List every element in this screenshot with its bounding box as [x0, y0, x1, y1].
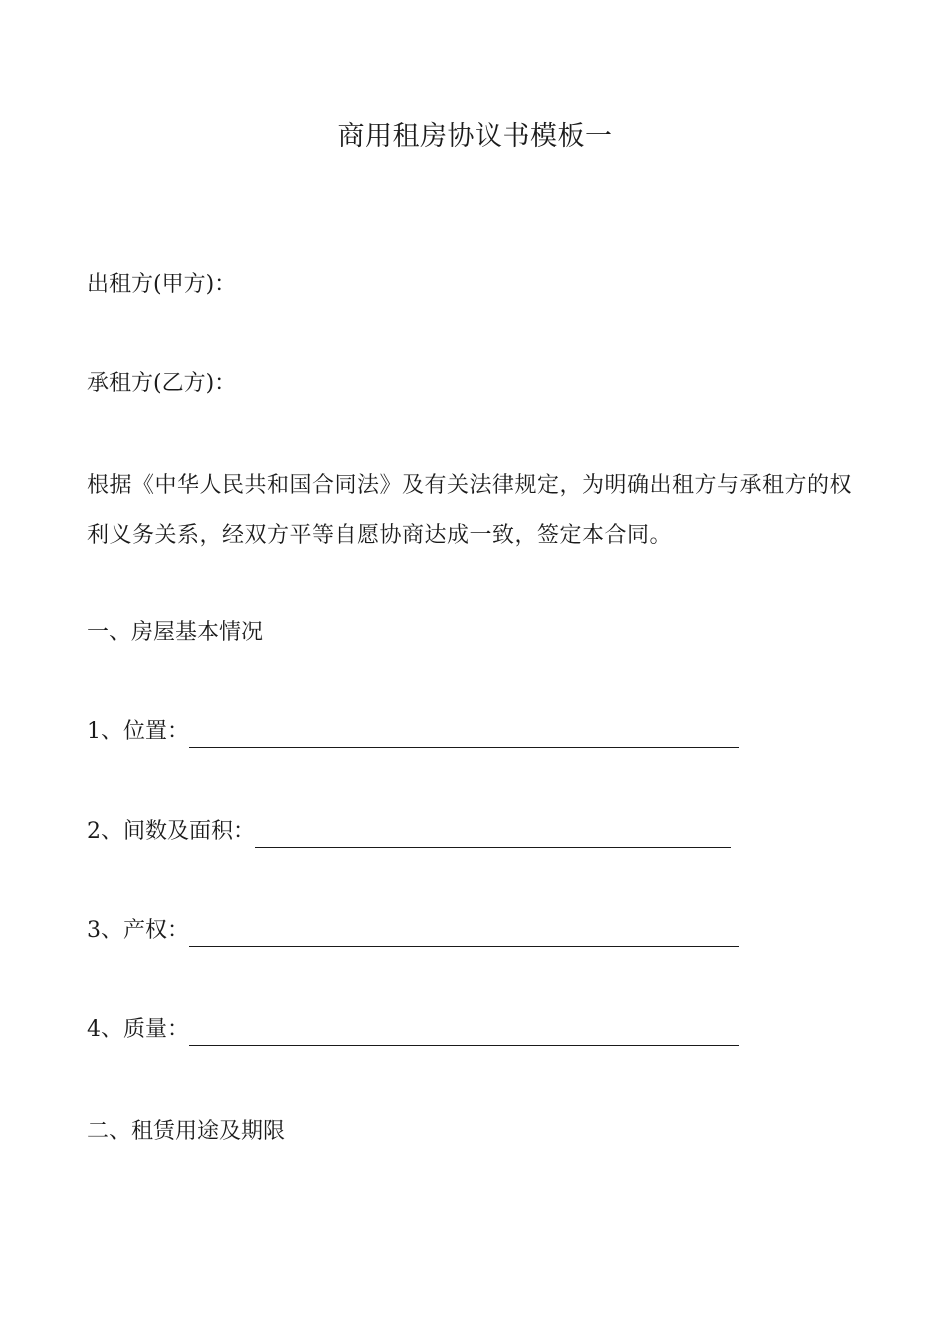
field-property-right-label: 3、产权： — [87, 918, 189, 943]
field-quality-blank-line — [189, 1023, 739, 1046]
field-rooms-area-label: 2、间数及面积： — [87, 819, 255, 844]
field-property-right-blank-line — [189, 924, 739, 947]
document-title: 商用租房协议书模板一 — [337, 121, 613, 152]
section-heading-house-info: 一、房屋基本情况 — [87, 620, 264, 645]
field-quality — [87, 1014, 739, 1046]
field-quality-label: 4、质量： — [87, 1017, 189, 1042]
section-heading-purpose-term: 二、租赁用途及期限 — [87, 1119, 286, 1144]
preamble-paragraph: 根据《中华人民共和国合同法》及有关法律规定，为明确出租方与承租方的权利义务关系，经双方平等自愿协商达成一致，签定本合同。 — [87, 473, 853, 548]
field-location-blank-line — [189, 725, 739, 748]
field-rooms-area — [87, 816, 731, 848]
field-location — [87, 716, 739, 748]
field-rooms-area-blank-line — [255, 825, 731, 848]
field-property-right — [87, 915, 739, 947]
field-location-label: 1、位置： — [87, 719, 189, 744]
lessee-label: 承租方(乙方)： — [87, 371, 237, 396]
lessor-label: 出租方(甲方)： — [87, 272, 237, 297]
